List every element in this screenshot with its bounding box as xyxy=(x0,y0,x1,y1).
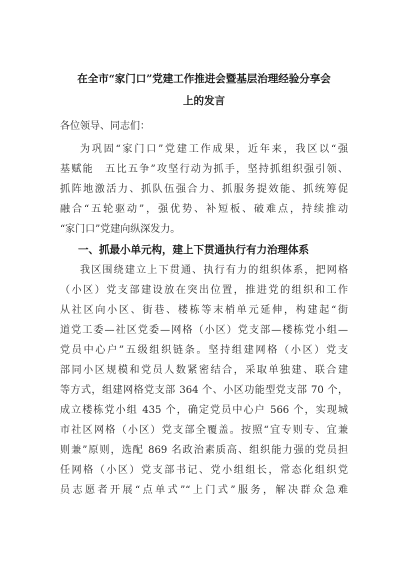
intro-line: “家门口”党建向纵深发力。 xyxy=(60,224,181,235)
document-title-line-2: 上的发言 xyxy=(183,95,225,107)
intro-line: 抓阵地激活力、抓队伍强合力、抓服务提效能、抓统筹促 xyxy=(60,184,348,195)
intro-line: 融合“五轮驱动”，强优势、补短板、破难点，持续推动 xyxy=(60,204,348,215)
body-line: 道党工委—社区党委—网格（小区）党支部—楼栋党小组— xyxy=(60,325,348,336)
body-line: 任网格（小区）党支部书记、党小组组长，常态化组织党 xyxy=(60,465,348,476)
body-line: 等方式，组建网格党支部 364 个、小区功能型党支部 70 个， xyxy=(60,385,348,396)
body-line: 党员中心户”五级组织链条。坚持组建网格（小区）党支 xyxy=(60,345,348,356)
body-line: 我区围绕建立上下贯通、执行有力的组织体系，把网格 xyxy=(80,265,348,276)
body-line: 则兼”原则，选配 869 名政治素质高、组织能力强的党员担 xyxy=(60,445,348,456)
body-line: 从社区向小区、街巷、楼栋等末梢单元延伸，构建起“街 xyxy=(60,305,348,316)
body-line: 成立楼栋党小组 435 个，确定党员中心户 566 个，实现城 xyxy=(60,405,348,416)
body-line: 市社区网格（小区）党支部全覆盖。按照“宜专则专、宜兼 xyxy=(60,425,348,436)
body-line: 员志愿者开展“点单式”“上门式”服务，解决群众急难 xyxy=(60,485,348,496)
intro-line: 为巩固“家门口”党建工作成果，近年来，我区以“强 xyxy=(80,144,348,155)
salutation: 各位领导、同志们： xyxy=(60,121,150,132)
section-heading: 一、抓最小单元构，建上下贯通执行有力治理体系 xyxy=(78,244,309,256)
intro-line: 基赋能 五比五争”攻坚行动为抓手，坚持抓组织强引领、 xyxy=(60,164,348,175)
body-line: （小区）党支部建设放在突出位置，推进党的组织和工作 xyxy=(60,285,348,296)
body-line: 部同小区规模和党员人数紧密结合，采取单独建、联合建 xyxy=(60,365,348,376)
document-title-line-1: 在全市“家门口”党建工作推进会暨基层治理经验分享会 xyxy=(77,73,331,85)
